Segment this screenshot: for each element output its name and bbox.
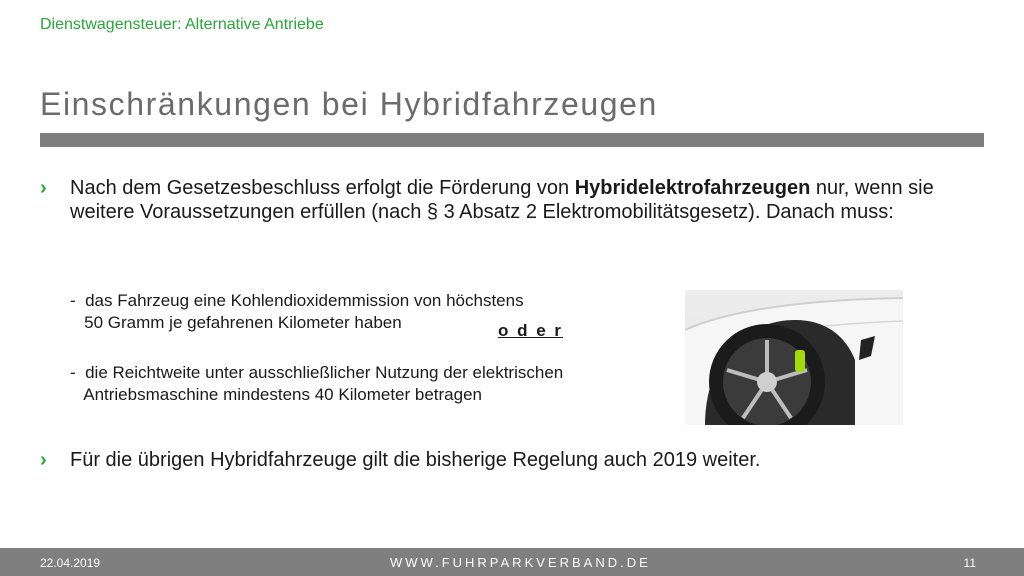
footer-url: WWW.FUHRPARKVERBAND.DE (390, 555, 651, 570)
car-photo (685, 290, 903, 425)
car-wheel-image (685, 290, 903, 425)
bullet-text-1 (70, 176, 980, 224)
bullet-item-1 (40, 176, 980, 256)
chevron-right-icon: › (40, 449, 47, 471)
subitem-1-line-1: - das Fahrzeug eine Kohlendioxidemmission von höchstens (70, 291, 524, 310)
title-rule (40, 133, 984, 147)
bullet-text-2: Für die übrigen Hybridfahrzeuge gilt die bisherige Regelung auch 2019 weiter. (70, 449, 761, 471)
chevron-right-icon: › (40, 177, 47, 199)
bullet-item-2 (40, 448, 980, 476)
slide-title: Einschränkungen bei Hybridfahrzeugen (40, 86, 658, 122)
subitem-2 (70, 362, 670, 406)
bullet-text-1-bold: Hybridelektrofahrzeugen (574, 177, 811, 199)
subitem-1 (70, 290, 670, 334)
slide-kicker: Dienstwagensteuer: Alternative Antriebe (40, 16, 324, 33)
footer-date: 22.04.2019 (40, 556, 101, 570)
bullet-text-1-start: Nach dem Gesetzesbeschluss erfolgt die Förderung von (70, 177, 575, 199)
subitem-1-line-2: 50 Gramm je gefahrenen Kilometer haben (70, 313, 402, 332)
connector-oder: o d e r (498, 321, 564, 340)
bullet-text-1-end: nur, wenn sie weitere Voraussetzungen erfüllen (nach § 3 Absatz 2 Elektromobilitätsgesetz). Danach muss: (70, 177, 934, 223)
page-number: 11 (963, 556, 976, 570)
slide-footer (0, 548, 1024, 576)
subitem-2-line-1: - die Reichtweite unter ausschließlicher Nutzung der elektrischen (70, 363, 564, 382)
subitem-2-line-2: Antriebsmaschine mindestens 40 Kilometer betragen (70, 385, 483, 404)
